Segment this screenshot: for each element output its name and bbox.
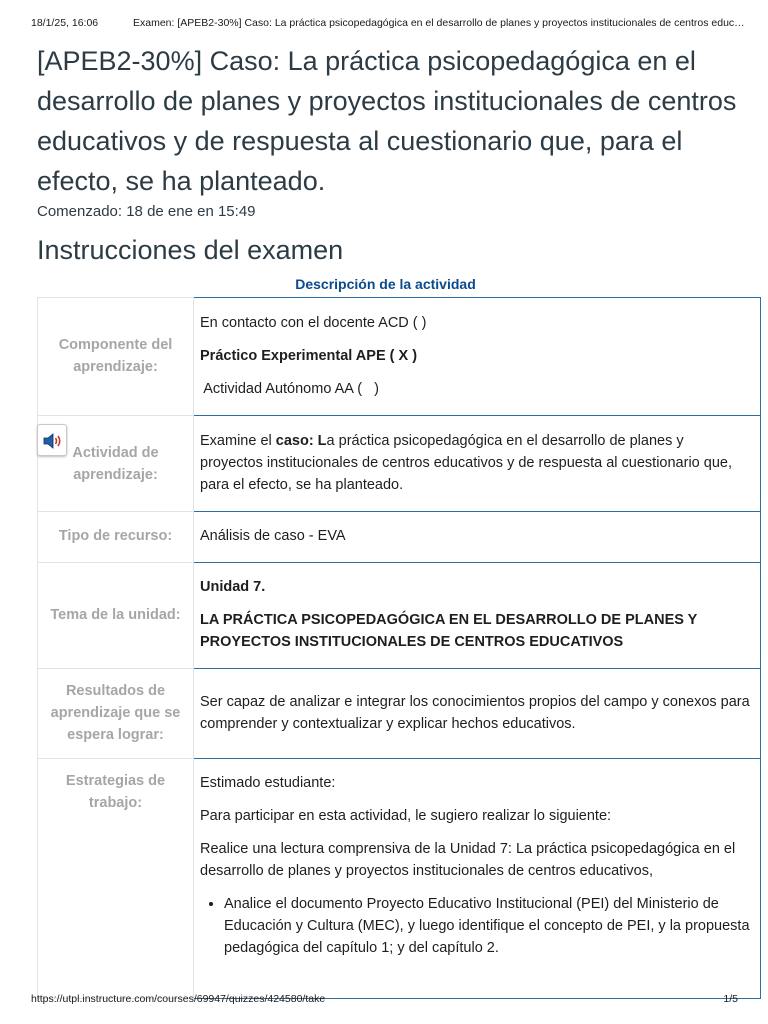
table-row-componente — [38, 298, 761, 416]
row-value — [194, 563, 761, 669]
label-line: trabajo: — [88, 795, 143, 811]
row-label — [38, 669, 194, 759]
label-line: Componente del — [58, 337, 173, 353]
print-footer — [0, 993, 768, 1013]
quiz-started-time: Comenzado: 18 de ene en 15:49 — [37, 203, 256, 220]
unit-title: LA PRÁCTICA PSICOPEDAGÓGICA EN EL DESARROLLO DE PLANES Y PROYECTOS INSTITUCIONALES DE CENTROS EDUCATIVOS — [200, 612, 698, 650]
label-line: Resultados de — [65, 683, 166, 699]
row-label — [38, 298, 194, 416]
table-row-tema — [38, 563, 761, 669]
speaker-icon — [42, 431, 64, 451]
row-label — [38, 563, 194, 669]
strategy-list — [200, 893, 750, 959]
activity-text-bold: caso: L — [275, 433, 327, 449]
label-line: aprendizaje: — [73, 359, 158, 375]
row-value — [194, 416, 761, 512]
row-value — [194, 298, 761, 416]
table-row-estrategias — [38, 759, 761, 999]
strategy-greeting: Estimado estudiante: — [200, 775, 336, 791]
option-acd: En contacto con el docente ACD ( ) — [200, 315, 427, 331]
label-line: aprendizaje que se — [50, 705, 181, 721]
label-line: Tipo de recurso: — [58, 528, 173, 544]
strategy-intro: Para participar en esta actividad, le sugiero realizar lo siguiente: — [200, 808, 612, 824]
quiz-title: [APEB2-30%] Caso: La práctica psicopedagógica en el desarrollo de planes y proyectos institucionales de centros educativos y de respuesta al cuestionario que, para el efecto, se ha planteado. — [37, 46, 737, 196]
table-row-tipo — [38, 512, 761, 563]
activity-text-prefix: Examine el — [200, 433, 276, 449]
audio-play-button[interactable] — [37, 424, 67, 456]
row-value — [194, 512, 761, 563]
table-caption: Descripción de la actividad — [295, 276, 476, 292]
label-line: Estrategias de — [65, 773, 166, 789]
list-item: • Analice el documento Proyecto Educativo Institucional (PEI) del Ministerio de Educación y Cultura (MEC), y luego identifique el concepto de PEI, y la propuesta pedagógica del capítulo 1; y del capítulo 2. — [224, 893, 750, 959]
activity-text-rest: a práctica psicopedagógica en el desarrollo de planes y proyectos institucionales de centros educativos y de respuesta al cuestionario que, para el efecto, se ha planteado. — [200, 433, 732, 493]
activity-description-table — [37, 297, 761, 999]
option-aa: Actividad Autónomo AA ( ) — [200, 381, 379, 397]
label-line: aprendizaje: — [73, 467, 158, 483]
label-line: espera lograr: — [67, 727, 164, 743]
row-value — [194, 669, 761, 759]
learning-outcome: Ser capaz de analizar e integrar los conocimientos propios del campo y conexos para comprender y contextualizar y explicar hechos educativos. — [200, 694, 750, 732]
table-row-resultados — [38, 669, 761, 759]
print-date: 18/1/25, 16:06 — [31, 17, 99, 29]
strategy-reading: Realice una lectura comprensiva de la Unidad 7: La práctica psicopedagógica en el desarrollo de planes y proyectos institucionales de centros educativos, — [200, 841, 736, 879]
table-row-actividad — [38, 416, 761, 512]
row-label — [38, 512, 194, 563]
activity-text — [200, 430, 750, 496]
instructions-heading: Instrucciones del examen — [37, 235, 344, 265]
label-line: Tema de la unidad: — [50, 607, 181, 623]
row-value — [194, 759, 761, 999]
unit-number: Unidad 7. — [200, 579, 266, 595]
page-number: 1/5 — [723, 993, 738, 1005]
row-label — [38, 759, 194, 999]
print-header — [0, 0, 768, 40]
print-url: https://utpl.instructure.com/courses/69947/quizzes/424580/take — [31, 993, 326, 1005]
option-ape: Práctico Experimental APE ( X ) — [200, 348, 418, 364]
resource-type: Análisis de caso - EVA — [200, 528, 346, 544]
print-page-title: Examen: [APEB2-30%] Caso: La práctica psicopedagógica en el desarrollo de planes y proyectos institucionales de centros educ… — [133, 17, 745, 29]
label-line: Actividad de — [72, 445, 159, 461]
